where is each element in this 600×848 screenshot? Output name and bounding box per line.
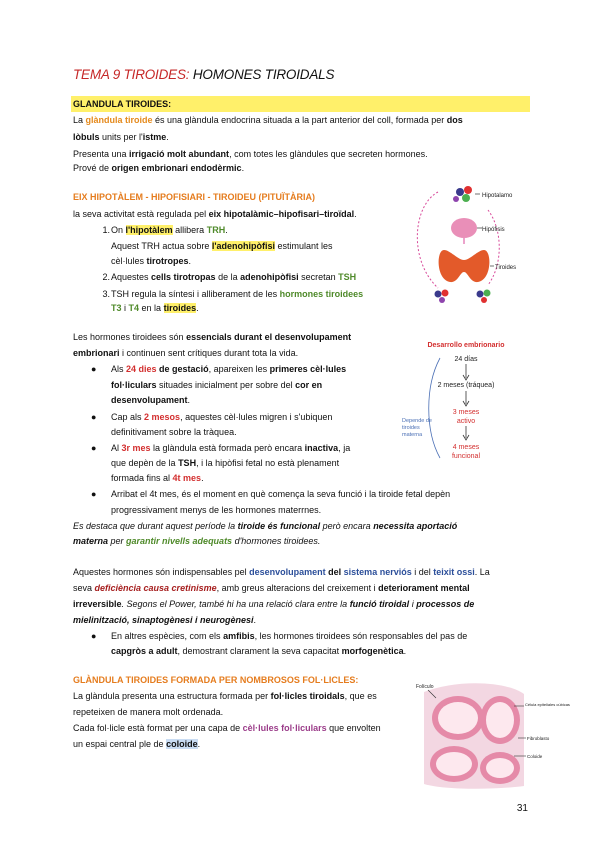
bullet-item: Al 3r mes la glàndula està formada però encara inactiva, ja: [111, 443, 351, 453]
label-tiroides: Tiroides: [495, 265, 517, 271]
hpt-axis-figure: [398, 180, 530, 310]
stage-24-dias: 24 días: [454, 356, 478, 363]
bullet-item: Als 24 dies de gestació, apareixen les primeres cèl·lules: [111, 364, 347, 374]
pituitary-gland: [451, 218, 477, 238]
bullet-item: En altres espècies, com els amfibis, les hormones tiroidees són responsables del pas de: [111, 631, 468, 641]
text-line: Les hormones tiroidees són essencials durant el desenvolupament: [73, 332, 352, 342]
bullet-item-cont: fol·liculars situades inicialment per sobre del cor en: [111, 380, 323, 390]
bullet-item-cont: que depèn de la TSH, i la hipòfisi fetal no està plenament: [111, 458, 340, 468]
side-label: tiroides: [402, 425, 420, 431]
title-topic: TEMA 9 TIROIDES:: [73, 67, 190, 82]
follicle: [480, 752, 520, 784]
bullet-dot: ●: [91, 489, 97, 499]
stage-3-meses: 3 meses: [452, 409, 480, 416]
text-line: seva deficiència causa cretinisme, amb greus alteracions del creixement i deteriorament mental: [73, 583, 470, 593]
stage-2-meses: 2 meses (tráquea): [437, 382, 495, 389]
thyroid-hormone-molecule: [435, 290, 491, 304]
text-line: repeteixen de manera molt ordenada.: [73, 707, 224, 717]
side-label: materna: [402, 432, 423, 438]
fig-title: Desarrollo embrionario: [427, 342, 505, 349]
label-coloide: Coloide: [527, 754, 543, 759]
page-title: [73, 66, 334, 83]
thyroid-follicles-figure: [414, 676, 570, 792]
title-subject: HOMONES TIROIDALS: [189, 67, 335, 82]
hypothalamus-molecule: [453, 186, 472, 202]
text-line: mielinització, sinaptogènesi i neurogènesi.: [73, 615, 257, 625]
text-line: la seva activitat està regulada pel eix hipotalàmic–hipofisari–tiroïdal.: [73, 209, 357, 219]
bullet-item-cont: formada fins al 4t mes.: [111, 473, 204, 483]
feedback-arrow: [417, 192, 438, 288]
label-foliculo: Folículo: [416, 684, 434, 690]
feedback-arrow: [488, 210, 499, 285]
text-line: Cada fol·licle està format per una capa de cèl·lules fol·liculars que envolten: [73, 723, 381, 733]
stage-3-meses-status: activo: [456, 418, 476, 425]
embryonic-development-figure: [400, 336, 532, 472]
label-fibroblasto: Fibroblasto: [527, 736, 550, 741]
text-line: La glàndula tiroide és una glàndula endocrina situada a la part anterior del coll, formada per dos: [73, 115, 463, 125]
text-line: un espai central ple de coloide.: [73, 739, 201, 749]
thyroid-gland: [439, 250, 490, 282]
follicle: [430, 746, 478, 782]
text-line: Presenta una irrigació molt abundant, com totes les glàndules que secreten hormones.: [73, 149, 428, 159]
text-line: Aquestes hormones són indispensables pel desenvolupament del sistema nerviós i del teixit ossi. La: [73, 567, 490, 577]
bullet-item: Cap als 2 mesos, aquestes cèl·lules migren i s'ubiquen: [111, 412, 333, 422]
text-line: materna per garantir nivells adequats d'hormones tiroidees.: [73, 536, 321, 546]
bullet-dot: ●: [91, 443, 97, 453]
text-line: Prové de origen embrionari endodèrmic.: [73, 163, 245, 173]
section-heading-eix: EIX HIPOTÀLEM - HIPOFISIARI - TIROIDEU (PITUÏTÀRIA): [73, 192, 315, 202]
follicle: [480, 696, 520, 744]
text-line: Es destaca que durant aquest període la tiroide és funcional però encara necessita aportació: [73, 521, 458, 531]
text-line: embrionari i continuen sent crítiques durant tota la vida.: [73, 348, 299, 358]
numbered-item-cont: cèl·lules tirotropes.: [111, 256, 192, 266]
bullet-item-cont: progressivament menys de les hormones materrnes.: [111, 505, 322, 515]
bullet-item-cont: capgròs a adult, demostrant clarament la seva capacitat morfogenètica.: [111, 646, 407, 656]
section-heading-foliculs: GLÀNDULA TIROIDES FORMADA PER NOMBROSOS FOL·LICLES:: [73, 675, 359, 685]
bullet-dot: ●: [91, 364, 97, 374]
numbered-item-cont: T3 i T4 en la tiroides.: [111, 303, 199, 313]
section-heading-glandula: GLANDULA TIROIDES:: [71, 96, 530, 112]
bullet-dot: ●: [91, 412, 97, 422]
label-hipofisis: Hipófisis: [482, 227, 505, 233]
bullet-item-cont: desenvolupament.: [111, 395, 191, 405]
numbered-item-cont: Aquest TRH actua sobre l'adenohipòfisi estimulant les: [111, 241, 333, 251]
follicle: [432, 696, 484, 740]
label-hipotalamo: Hipotalamo: [482, 193, 513, 199]
label-celula: Célula epiteliales cúbicas: [525, 702, 570, 707]
stage-4-meses-status: funcional: [451, 453, 481, 460]
text-line: irreversible. Segons el Power, també hi ha una relació clara entre la funció tiroidal i processos de: [73, 599, 475, 609]
maternal-dependency-arc: [429, 358, 440, 458]
stage-4-meses: 4 meses: [452, 444, 480, 451]
page-number: 31: [516, 803, 528, 814]
bullet-item: Arribat el 4t mes, és el moment en què comença la seva funció i la tiroide fetal depèn: [111, 489, 451, 499]
bullet-dot: ●: [91, 631, 97, 641]
text-line: lòbuls units per l'istme.: [73, 132, 169, 142]
side-label: Depende de: [402, 418, 432, 424]
bullet-item-cont: definitivament sobre la tràquea.: [111, 427, 237, 437]
text-line: La glàndula presenta una estructura formada per fol·licles tiroidals, que es: [73, 691, 377, 701]
